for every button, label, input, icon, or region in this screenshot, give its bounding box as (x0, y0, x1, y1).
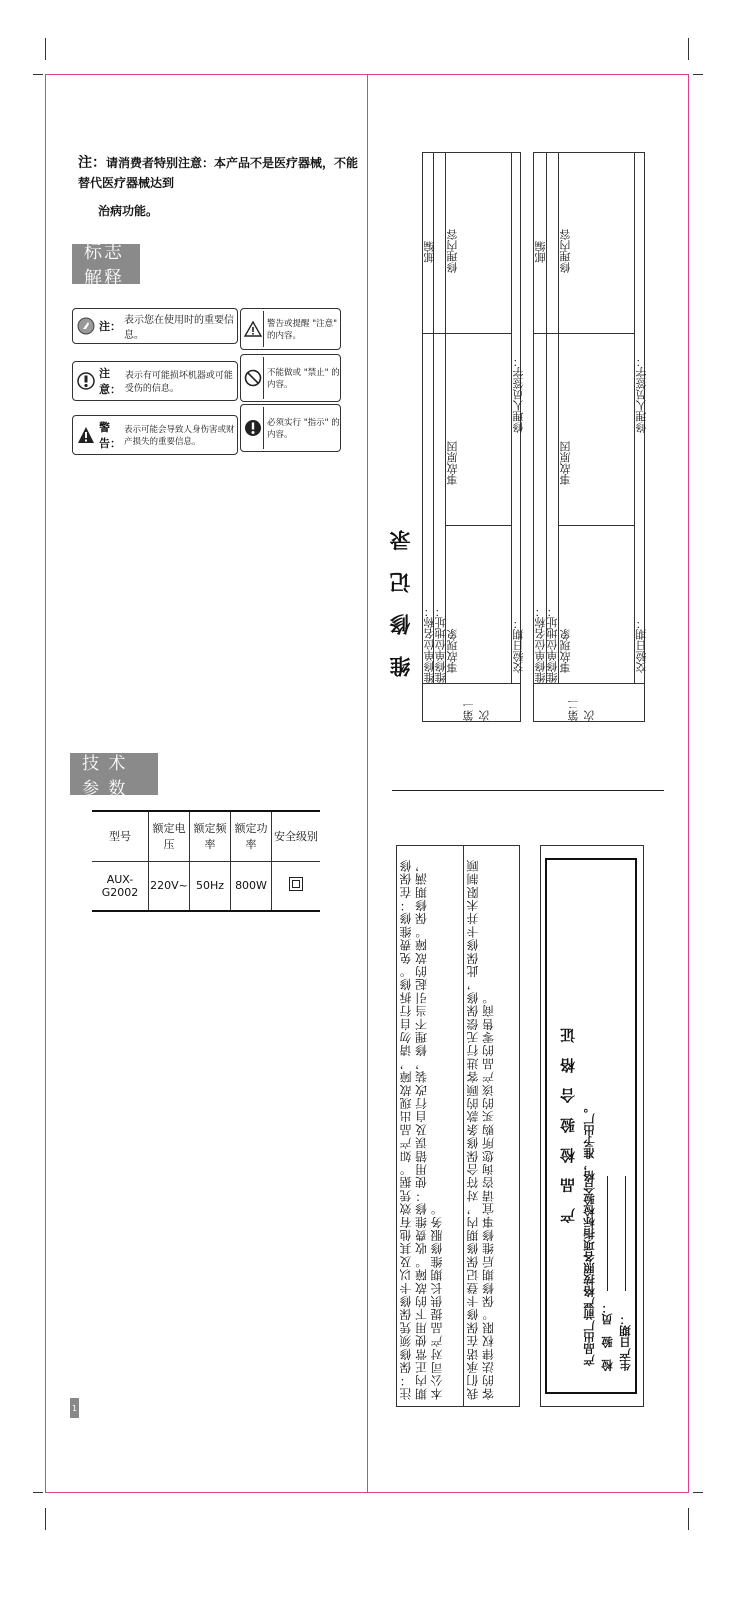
spec-header-model: 型号 (92, 811, 149, 861)
crop-mark (693, 74, 703, 75)
crop-mark (33, 74, 43, 75)
record-unit-address: 维修单位地址： (546, 606, 559, 683)
record-ordinal: 第一次 (462, 699, 491, 721)
record-content: 修理内容 (559, 229, 572, 273)
record-postcode: 邮编 (534, 241, 547, 263)
crop-mark (45, 1508, 46, 1530)
record-repairer-sign: 修理人员签字： (512, 356, 525, 433)
record-unit-name: 维修单位名称： (423, 606, 436, 683)
crop-mark (693, 1492, 703, 1493)
repair-record-2 (533, 152, 648, 722)
inspector-line (607, 1176, 608, 1291)
symbol-warning (72, 415, 238, 455)
symbol-prohibited (240, 354, 341, 402)
spec-value-frequency: 50Hz (190, 861, 231, 911)
crop-mark (688, 1508, 689, 1530)
spec-header-power: 额定功率 (231, 811, 272, 861)
trim-line-bottom (45, 1492, 689, 1493)
inspector-label: 检 验 员： (600, 1302, 614, 1371)
symbol-text: 警告或提醒 "注意" 的内容。 (267, 319, 338, 341)
medical-notice (78, 153, 358, 221)
crop-mark (45, 38, 46, 60)
repair-record-title: 维 修 记 录 (388, 530, 413, 678)
symbol-label: 警告： (99, 421, 121, 450)
symbol-mandatory (240, 404, 341, 452)
notice-line1: 请消费者特别注意：本产品不是医疗器械，不能替代医疗器械达到 (78, 156, 359, 190)
class-ii-icon (289, 877, 303, 891)
prohibited-icon (243, 357, 264, 399)
symbol-text: 不能做或 "禁止" 的内容。 (267, 368, 340, 390)
section-divider (392, 790, 664, 791)
trim-line-right (688, 74, 689, 1492)
notice-prefix: 注： (78, 155, 106, 171)
notice-line2: 治病功能。 (98, 204, 159, 218)
tech-params-section-title: 技 术 参 数 (70, 753, 158, 795)
spec-table (92, 810, 320, 912)
product-certificate (540, 845, 644, 1407)
symbol-text: 表示有可能损坏机器或可能受伤的信息。 (124, 371, 233, 394)
hand-info-icon (77, 317, 95, 335)
symbol-warning-attention (240, 308, 341, 350)
certificate-title: 产 品 检 验 合 格 证 (559, 1028, 577, 1224)
symbol-text: 必须实行 "指示" 的内容。 (267, 418, 340, 440)
warning-triangle-icon (77, 426, 95, 444)
spec-header-safety: 安全级别 (272, 811, 321, 861)
symbol-note (72, 308, 238, 344)
record-repairer-sign: 修理人员签字： (635, 356, 648, 433)
certificate-text: 产品出厂前严格按照各项指标检验合格，准予出厂。 (582, 1101, 596, 1366)
record-unit-address: 维修单位地址： (434, 606, 447, 683)
symbol-text: 表示您在使用时的重要信息。 (124, 315, 234, 341)
record-cause: 事故原因 (446, 441, 459, 485)
symbol-caution (72, 361, 238, 401)
record-postcode: 邮编 (423, 241, 436, 263)
symbol-label: 注： (99, 320, 121, 333)
crop-mark (688, 38, 689, 60)
exclamation-circle-icon (77, 372, 95, 390)
record-return-date: 交验日期： (512, 618, 525, 673)
record-unit-name: 维修单位名称： (534, 606, 547, 683)
production-date-line (625, 1176, 626, 1291)
trim-line-left (45, 74, 46, 1492)
warranty-note-col1: 注：保修须凭保修卡以及其他有效凭据。如产品出现故障，请勿自行拆修。免费维修：在保修期内正常使用下的故障。收费维修：使用错误及自行改装，修理不当引起的故障。保修期满，本公司对产品提供长期维修服务。 (399, 858, 444, 1400)
record-return-date: 交验日期： (635, 618, 648, 673)
record-symptom: 事故现象 (446, 629, 459, 673)
production-date-label: 生产日期： (618, 1313, 632, 1371)
spec-value-voltage: 220V~ (149, 861, 190, 911)
symbol-label: 注意： (99, 367, 121, 396)
record-ordinal: 第二次 (567, 699, 596, 721)
page-number: 1 (70, 1398, 79, 1418)
record-symptom: 事故现象 (559, 629, 572, 673)
warning-triangle-icon (243, 311, 264, 347)
record-content: 修理内容 (446, 229, 459, 273)
mandatory-icon (243, 407, 264, 449)
spec-value-model: AUX-G2002 (92, 861, 149, 911)
crop-mark (33, 1492, 43, 1493)
spec-header-frequency: 额定频率 (190, 811, 231, 861)
symbols-section-title: 标志解释 (72, 244, 140, 284)
fold-line-center (367, 74, 368, 1492)
record-cause: 事故原因 (559, 441, 572, 485)
spec-value-safety (272, 861, 321, 911)
warranty-note-col2: 我们承诺在保修卡登记保修期内，对符合保修条款的顾客进行无偿保修，此保修卡并未限制顾客的法律权限。保修期后维修事宜请咨询您所购买的该产品的零售商。 (466, 858, 496, 1400)
repair-record-1 (422, 152, 525, 722)
warranty-notes-box (396, 845, 520, 1407)
spec-value-power: 800W (231, 861, 272, 911)
spec-header-voltage: 额定电压 (149, 811, 190, 861)
symbol-text: 表示可能会导致人身伤害或财产损失的重要信息。 (124, 425, 235, 447)
